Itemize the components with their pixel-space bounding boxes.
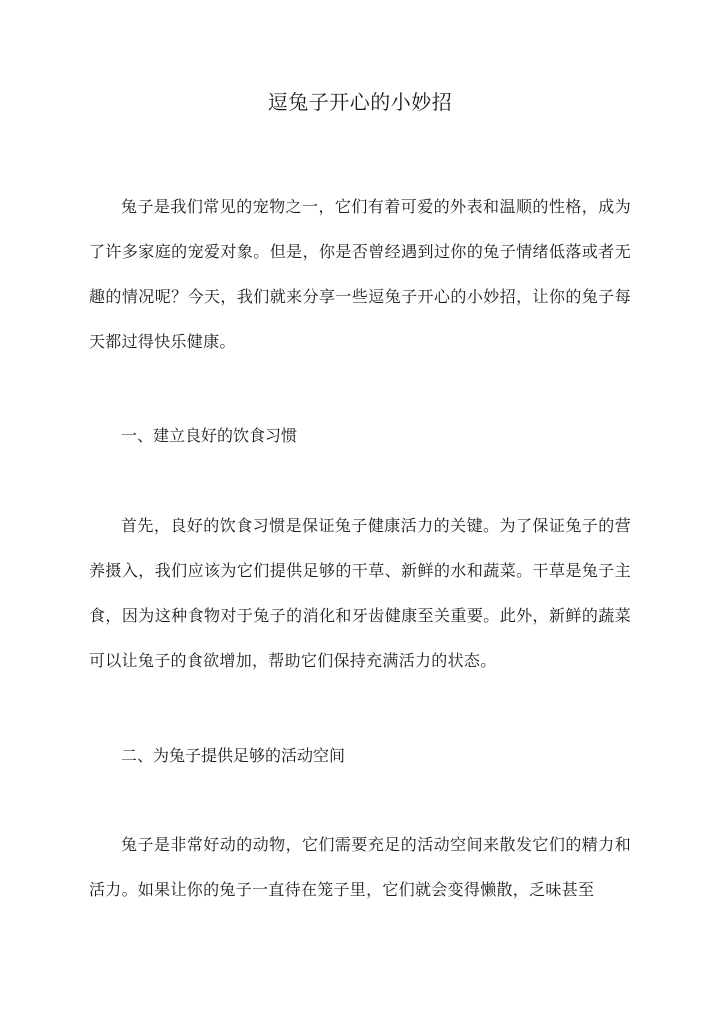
diet-paragraph: 首先，良好的饮食习惯是保证兔子健康活力的关键。为了保证兔子的营养摄入，我们应该为它们提供足够的干草、新鲜的水和蔬菜。干草是兔子主食，因为这种食物对于兔子的消化和牙齿健康至关重要。此外，新鲜的蔬菜可以让兔子的食欲增加，帮助它们保持充满活力的状态。 [89, 516, 631, 670]
section-heading-diet: 一、建立良好的饮食习惯 [121, 426, 298, 445]
intro-paragraph: 兔子是我们常见的宠物之一，它们有着可爱的外表和温顺的性格，成为了许多家庭的宠爱对象。但是，你是否曾经遇到过你的兔子情绪低落或者无趣的情况呢？今天，我们就来分享一些逗兔子开心的小妙招，让你的兔子每天都过得快乐健康。 [89, 197, 631, 351]
activity-paragraph: 兔子是非常好动的动物，它们需要充足的活动空间来散发它们的精力和活力。如果让你的兔子一直待在笼子里，它们就会变得懒散，乏味甚至 [89, 835, 631, 899]
section-heading-activity-space: 二、为兔子提供足够的活动空间 [121, 746, 346, 765]
document-title: 逗兔子开心的小妙招 [267, 90, 453, 114]
